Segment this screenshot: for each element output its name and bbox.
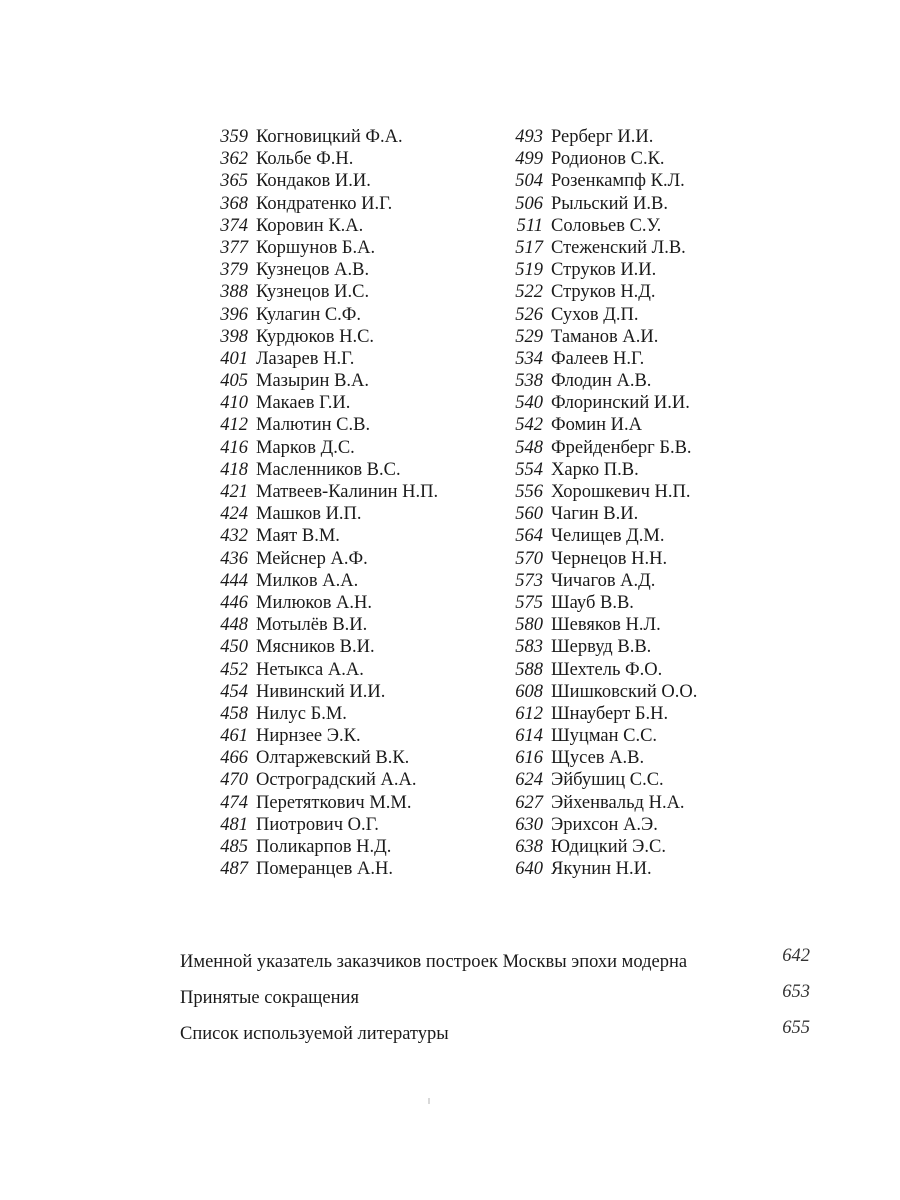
index-entry <box>208 525 438 547</box>
entry-name: Марков Д.С. <box>256 437 355 458</box>
page-speck <box>428 1098 430 1104</box>
index-entry <box>208 170 438 192</box>
entry-name: Чернецов Н.Н. <box>551 548 668 569</box>
entry-name: Пиотрович О.Г. <box>256 814 379 835</box>
entry-name: Мясников В.И. <box>256 637 375 658</box>
index-entry <box>208 769 438 791</box>
index-entry <box>208 659 438 681</box>
entry-name: Нетыкса А.А. <box>256 659 364 680</box>
index-entry <box>208 281 438 303</box>
index-entry <box>208 348 438 370</box>
entry-page-number: 575 <box>515 592 543 613</box>
entry-page-number: 412 <box>220 415 248 436</box>
entry-page-number: 377 <box>220 237 248 258</box>
index-entry <box>208 681 438 703</box>
entry-page-number: 616 <box>515 748 543 769</box>
entry-page-number: 458 <box>220 703 248 724</box>
entry-name: Милков А.А. <box>256 570 359 591</box>
entry-page-number: 374 <box>220 215 248 236</box>
entry-page-number: 504 <box>515 171 543 192</box>
entry-name: Эйбушиц С.С. <box>551 770 664 791</box>
index-entry <box>506 126 697 148</box>
entry-page-number: 534 <box>515 348 543 369</box>
toc-page-number: 653 <box>782 982 810 1002</box>
index-entry <box>506 437 697 459</box>
entry-name: Флодин А.В. <box>551 371 652 392</box>
entry-name: Розенкампф К.Л. <box>551 171 685 192</box>
index-entry <box>506 481 697 503</box>
entry-page-number: 570 <box>515 548 543 569</box>
index-entry <box>208 459 438 481</box>
index-entry <box>506 503 697 525</box>
index-entry <box>506 814 697 836</box>
entry-page-number: 564 <box>515 526 543 547</box>
toc-title: Принятые сокращения <box>180 988 359 1008</box>
toc-page-number: 642 <box>782 946 810 966</box>
entry-page-number: 627 <box>515 792 543 813</box>
index-entry <box>506 459 697 481</box>
entry-page-number: 499 <box>515 149 543 170</box>
entry-name: Шуцман С.С. <box>551 726 658 747</box>
entry-name: Перетяткович М.М. <box>256 792 412 813</box>
index-entry <box>506 836 697 858</box>
entry-page-number: 612 <box>515 703 543 724</box>
toc-title: Список используемой литературы <box>180 1024 449 1044</box>
entry-name: Эйхенвальд Н.А. <box>551 792 685 813</box>
index-entry <box>208 636 438 658</box>
entry-page-number: 410 <box>220 393 248 414</box>
index-entry <box>208 747 438 769</box>
index-entry <box>506 193 697 215</box>
index-entry <box>506 170 697 192</box>
entry-name: Эрихсон А.Э. <box>551 814 658 835</box>
index-entry <box>208 326 438 348</box>
entry-page-number: 493 <box>515 127 543 147</box>
index-entry <box>506 148 697 170</box>
entry-name: Померанцев А.Н. <box>256 859 393 880</box>
index-entry <box>506 725 697 747</box>
entry-page-number: 474 <box>220 792 248 813</box>
entry-name: Хорошкевич Н.П. <box>551 482 691 502</box>
entry-page-number: 452 <box>220 659 248 680</box>
toc-row <box>180 1016 810 1052</box>
index-entry <box>506 348 697 370</box>
table-of-contents <box>180 944 810 1052</box>
index-entry <box>208 126 438 148</box>
index-entry <box>506 304 697 326</box>
architects-list-left <box>208 126 438 880</box>
entry-name: Масленников В.С. <box>256 459 401 480</box>
entry-name: Олтаржевский В.К. <box>256 748 410 769</box>
entry-page-number: 548 <box>515 437 543 458</box>
entry-name: Челищев Д.М. <box>551 526 665 547</box>
index-entry <box>208 592 438 614</box>
entry-name: Малютин С.В. <box>256 415 371 436</box>
entry-name: Соловьев С.У. <box>551 215 662 236</box>
entry-name: Родионов С.К. <box>551 149 665 170</box>
toc-page-number: 655 <box>782 1018 810 1038</box>
entry-name: Стеженский Л.В. <box>551 237 686 258</box>
entry-name: Курдюков Н.С. <box>256 326 375 347</box>
entry-name: Матвеев-Калинин Н.П. <box>256 482 439 502</box>
entry-page-number: 448 <box>220 615 248 636</box>
entry-name: Макаев Г.И. <box>256 393 351 414</box>
entry-name: Рыльский И.В. <box>551 193 668 214</box>
entry-name: Шевяков Н.Л. <box>551 615 661 636</box>
entry-page-number: 608 <box>515 681 543 702</box>
index-entry <box>506 281 697 303</box>
index-entry <box>208 304 438 326</box>
entry-page-number: 506 <box>515 193 543 214</box>
entry-name: Щусев А.В. <box>551 748 645 769</box>
entry-page-number: 588 <box>515 659 543 680</box>
entry-page-number: 444 <box>220 570 248 591</box>
entry-page-number: 368 <box>220 193 248 214</box>
entry-page-number: 362 <box>220 149 248 170</box>
index-entry <box>506 370 697 392</box>
entry-name: Харко П.В. <box>551 459 639 480</box>
entry-page-number: 405 <box>220 371 248 392</box>
index-entry <box>506 769 697 791</box>
entry-name: Сухов Д.П. <box>551 304 639 325</box>
entry-page-number: 640 <box>515 859 543 880</box>
entry-name: Юдицкий Э.С. <box>551 837 666 857</box>
index-entry <box>506 215 697 237</box>
architects-list-right <box>506 126 697 880</box>
entry-page-number: 580 <box>515 615 543 636</box>
index-entry <box>506 636 697 658</box>
index-entry <box>208 215 438 237</box>
index-entry <box>506 592 697 614</box>
entry-page-number: 519 <box>515 260 543 281</box>
entry-name: Шехтель Ф.О. <box>551 659 663 680</box>
entry-page-number: 624 <box>515 770 543 791</box>
entry-page-number: 416 <box>220 437 248 458</box>
entry-name: Фомин И.А <box>551 415 642 436</box>
entry-page-number: 556 <box>515 482 543 502</box>
entry-page-number: 418 <box>220 459 248 480</box>
index-entry <box>506 525 697 547</box>
index-entry <box>506 858 697 880</box>
index-entry <box>208 836 438 858</box>
toc-row <box>180 980 810 1016</box>
index-entry <box>208 148 438 170</box>
entry-page-number: 583 <box>515 637 543 658</box>
entry-page-number: 365 <box>220 171 248 192</box>
entry-page-number: 560 <box>515 504 543 525</box>
entry-page-number: 554 <box>515 459 543 480</box>
entry-page-number: 540 <box>515 393 543 414</box>
entry-name: Струков И.И. <box>551 260 657 281</box>
entry-name: Остроградский А.А. <box>256 770 417 791</box>
index-entry <box>506 792 697 814</box>
entry-page-number: 630 <box>515 814 543 835</box>
entry-name: Чичагов А.Д. <box>551 570 656 591</box>
entry-page-number: 517 <box>515 237 543 258</box>
entry-page-number: 538 <box>515 371 543 392</box>
entry-name: Кондратенко И.Г. <box>256 193 393 214</box>
entry-name: Таманов А.И. <box>551 326 659 347</box>
entry-name: Поликарпов Н.Д. <box>256 837 392 857</box>
entry-name: Шервуд В.В. <box>551 637 652 658</box>
entry-name: Нилус Б.М. <box>256 703 347 724</box>
index-entry <box>208 725 438 747</box>
entry-page-number: 388 <box>220 282 248 303</box>
entry-name: Шауб В.В. <box>551 592 634 613</box>
index-entry <box>208 548 438 570</box>
index-entry <box>208 237 438 259</box>
entry-name: Мазырин В.А. <box>256 371 370 392</box>
entry-name: Мотылёв В.И. <box>256 615 368 636</box>
index-entry <box>208 792 438 814</box>
entry-page-number: 542 <box>515 415 543 436</box>
entry-page-number: 421 <box>220 482 248 502</box>
entry-page-number: 522 <box>515 282 543 303</box>
entry-name: Якунин Н.И. <box>551 859 652 880</box>
index-entry <box>208 503 438 525</box>
entry-page-number: 481 <box>220 814 248 835</box>
index-entry <box>208 392 438 414</box>
entry-page-number: 379 <box>220 260 248 281</box>
index-entry <box>208 614 438 636</box>
index-entry <box>506 237 697 259</box>
entry-name: Кулагин С.Ф. <box>256 304 362 325</box>
entry-page-number: 573 <box>515 570 543 591</box>
entry-page-number: 526 <box>515 304 543 325</box>
entry-page-number: 424 <box>220 504 248 525</box>
entry-name: Маят В.М. <box>256 526 340 547</box>
entry-page-number: 614 <box>515 726 543 747</box>
entry-name: Кондаков И.И. <box>256 171 371 192</box>
entry-name: Шишковский О.О. <box>551 681 698 702</box>
entry-page-number: 432 <box>220 526 248 547</box>
toc-row <box>180 944 810 980</box>
entry-page-number: 487 <box>220 859 248 880</box>
entry-page-number: 401 <box>220 348 248 369</box>
index-entry <box>208 858 438 880</box>
entry-name: Милюков А.Н. <box>256 592 373 613</box>
entry-name: Нивинский И.И. <box>256 681 386 702</box>
index-entry <box>208 570 438 592</box>
index-entry <box>208 193 438 215</box>
entry-page-number: 398 <box>220 326 248 347</box>
index-entry <box>506 614 697 636</box>
entry-name: Флоринский И.И. <box>551 393 690 414</box>
index-entry <box>208 814 438 836</box>
entry-name: Струков Н.Д. <box>551 282 656 303</box>
index-entry <box>208 703 438 725</box>
toc-title: Именной указатель заказчиков построек Москвы эпохи модерна <box>180 952 688 972</box>
index-entry <box>506 392 697 414</box>
entry-name: Когновицкий Ф.А. <box>256 127 403 147</box>
index-entry <box>506 259 697 281</box>
index-entry <box>208 370 438 392</box>
index-entry <box>208 259 438 281</box>
entry-name: Коршунов Б.А. <box>256 237 376 258</box>
index-entry <box>506 548 697 570</box>
entry-name: Чагин В.И. <box>551 504 639 525</box>
index-entry <box>506 681 697 703</box>
index-entry <box>506 326 697 348</box>
index-entry <box>208 481 438 503</box>
index-entry <box>506 414 697 436</box>
entry-name: Кузнецов А.В. <box>256 260 370 281</box>
entry-page-number: 529 <box>515 326 543 347</box>
index-entry <box>506 570 697 592</box>
entry-page-number: 511 <box>516 215 543 236</box>
index-entry <box>506 659 697 681</box>
entry-name: Нирнзее Э.К. <box>256 726 361 747</box>
index-entry <box>506 703 697 725</box>
index-entry <box>208 437 438 459</box>
entry-name: Шнауберт Б.Н. <box>551 703 669 724</box>
entry-page-number: 454 <box>220 681 248 702</box>
entry-name: Лазарев Н.Г. <box>256 348 355 369</box>
entry-name: Фрейденберг Б.В. <box>551 437 692 458</box>
index-entry <box>506 747 697 769</box>
entry-name: Машков И.П. <box>256 504 362 525</box>
entry-name: Фалеев Н.Г. <box>551 348 645 369</box>
entry-page-number: 638 <box>515 837 543 857</box>
entry-page-number: 466 <box>220 748 248 769</box>
entry-page-number: 461 <box>220 726 248 747</box>
entry-page-number: 470 <box>220 770 248 791</box>
index-entry <box>208 414 438 436</box>
entry-name: Коровин К.А. <box>256 215 364 236</box>
entry-name: Мейснер А.Ф. <box>256 548 368 569</box>
entry-page-number: 436 <box>220 548 248 569</box>
entry-page-number: 359 <box>220 127 248 147</box>
entry-page-number: 485 <box>220 837 248 857</box>
entry-page-number: 450 <box>220 637 248 658</box>
entry-name: Кузнецов И.С. <box>256 282 370 303</box>
entry-page-number: 446 <box>220 592 248 613</box>
entry-page-number: 396 <box>220 304 248 325</box>
entry-name: Рерберг И.И. <box>551 127 654 147</box>
entry-name: Кольбе Ф.Н. <box>256 149 354 170</box>
